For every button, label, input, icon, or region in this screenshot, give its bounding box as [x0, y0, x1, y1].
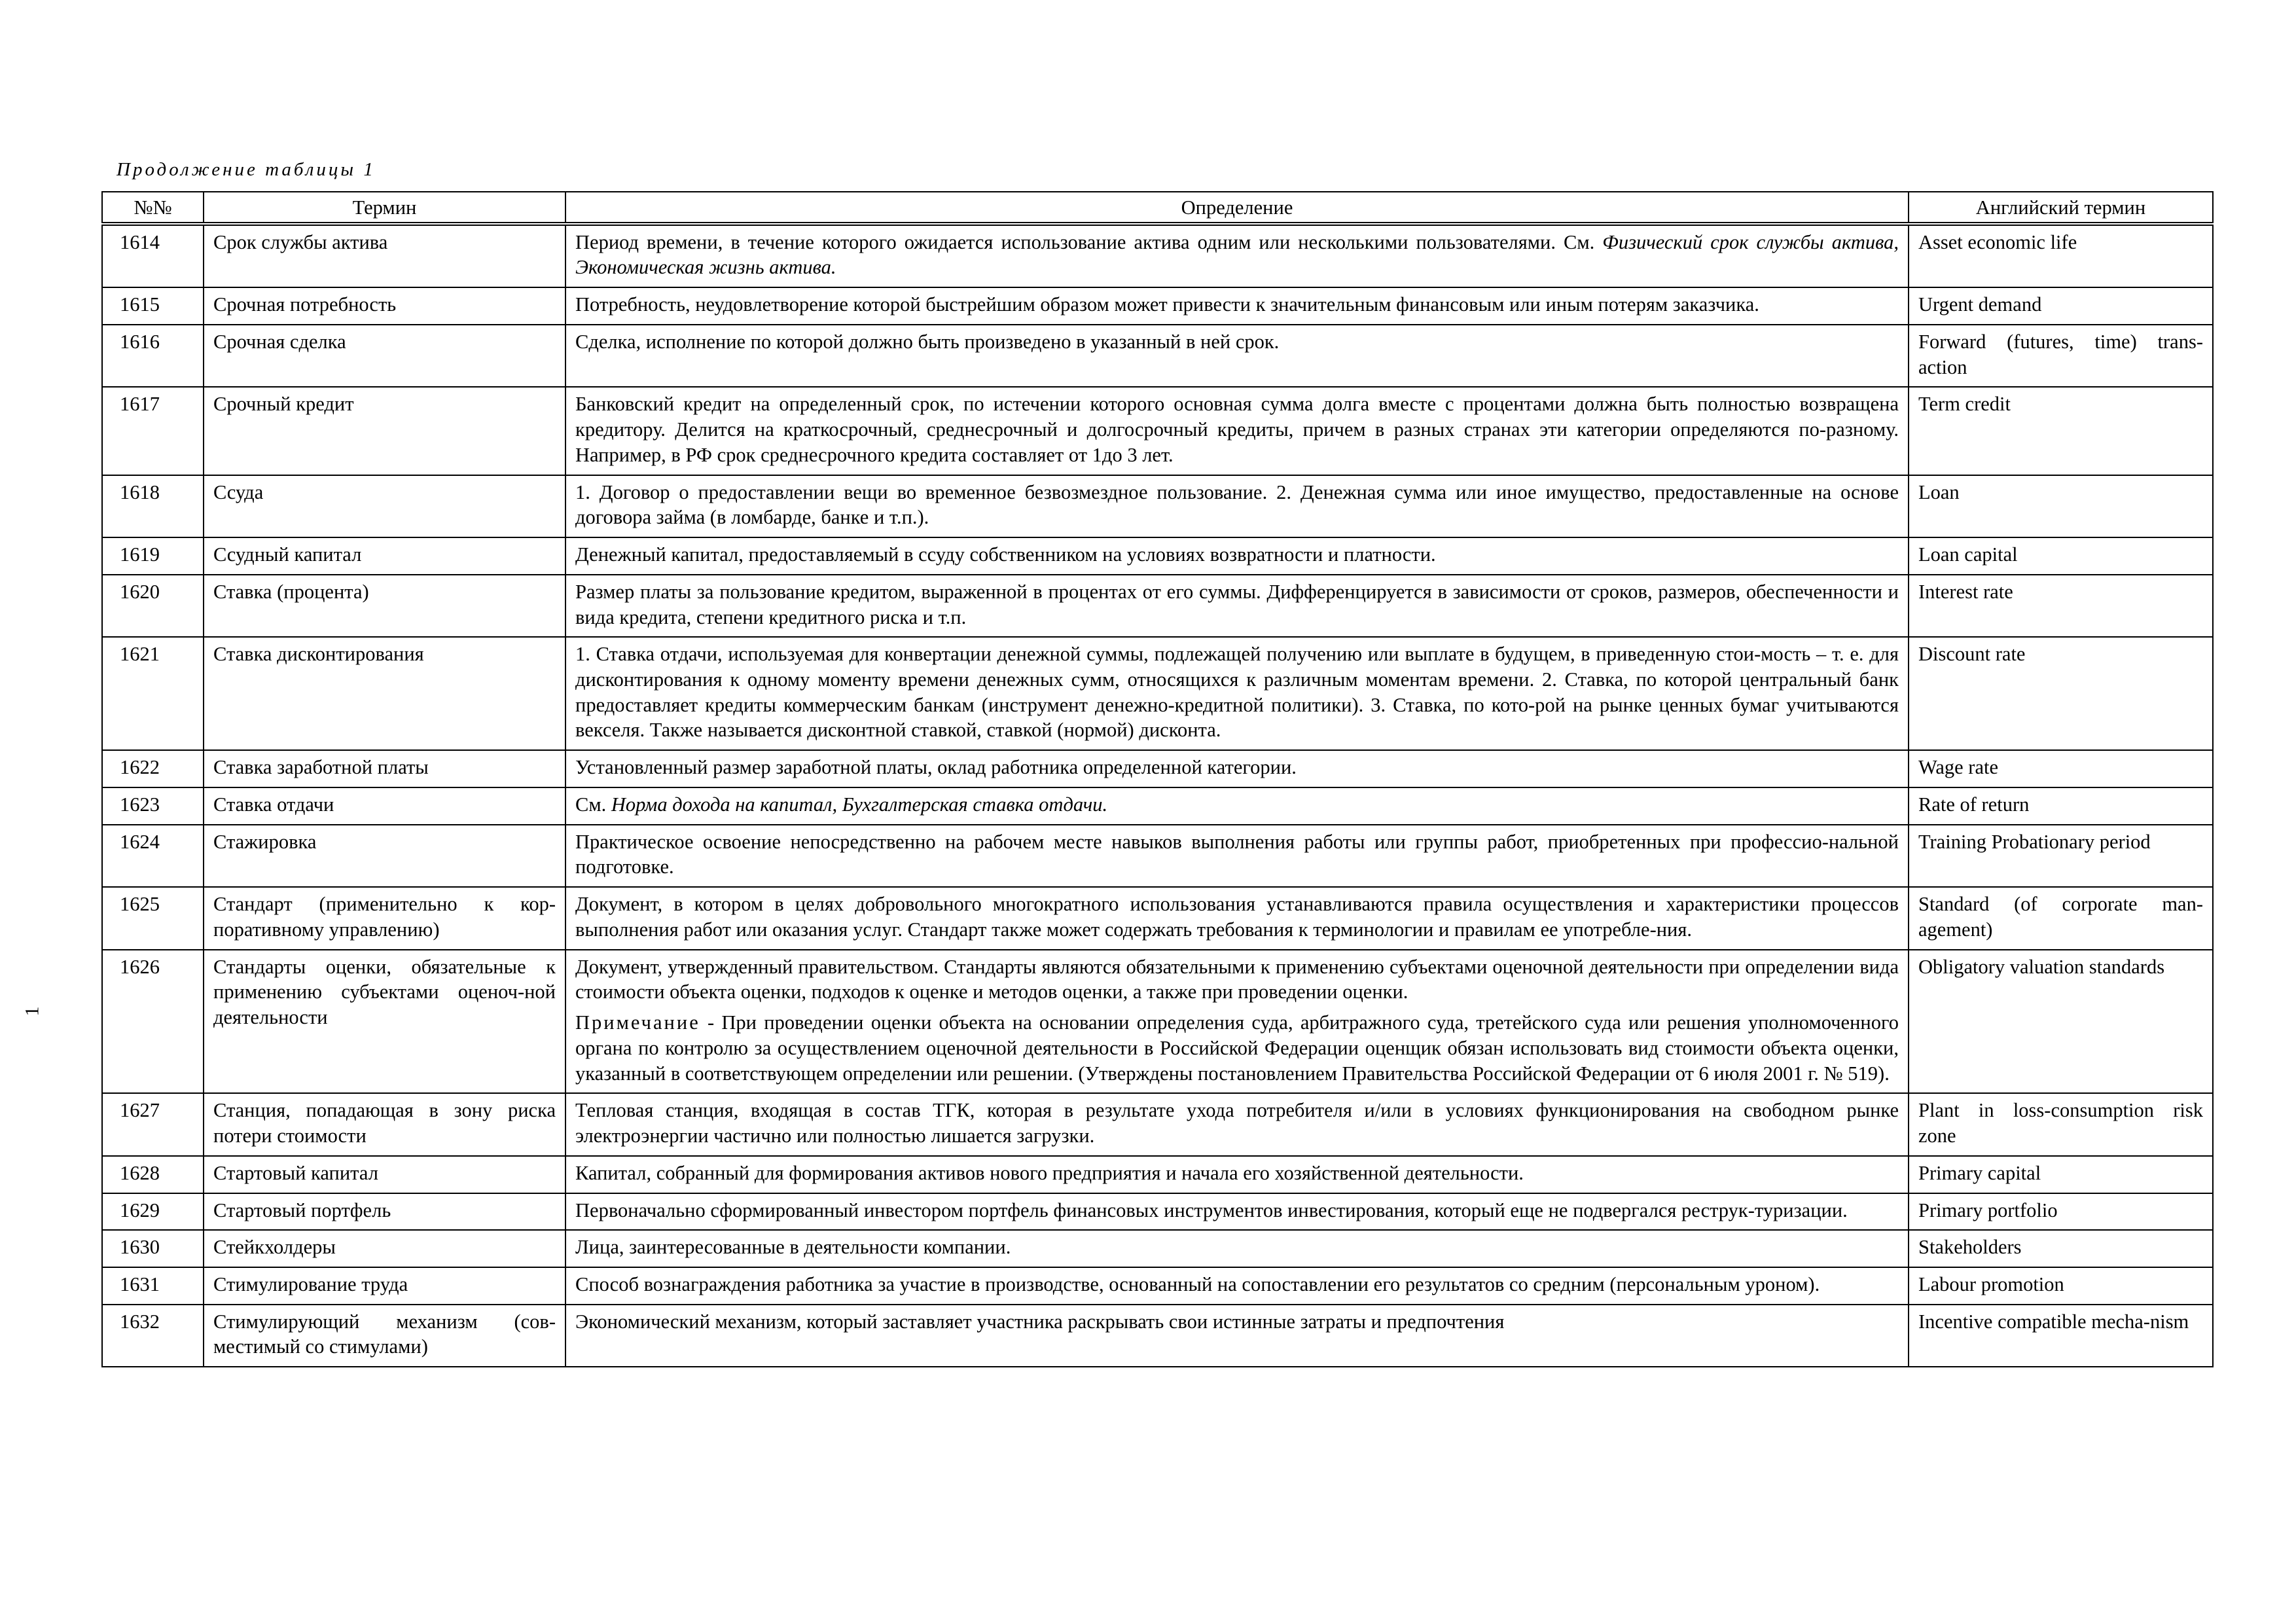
row-term: Ссуда — [204, 475, 565, 537]
definition-text: Банковский кредит на определенный срок, по истечении которого основная сумма долга вместе с процентами должна быть полностью возвращена кредитору. Делится на краткосрочный, среднесрочный и долгосрочный кредиты, причем в разных странах эти категории определяются по-разному. Например, в РФ срок среднесрочного кредита составляет от 1до 3 лет. — [575, 393, 1899, 466]
row-term: Срочный кредит — [204, 387, 565, 475]
definition-paragraph — [575, 1309, 1899, 1335]
row-english-term: Interest rate — [1909, 575, 2213, 637]
row-english-term: Loan capital — [1909, 537, 2213, 575]
table-row — [102, 1193, 2213, 1231]
row-definition — [565, 887, 1909, 949]
table-row — [102, 887, 2213, 949]
row-definition — [565, 475, 1909, 537]
table-row — [102, 950, 2213, 1094]
table-row — [102, 1093, 2213, 1155]
row-english-term: Stakeholders — [1909, 1230, 2213, 1267]
row-definition — [565, 1193, 1909, 1231]
definition-text: Установленный размер заработной платы, оклад работника определенной категории. — [575, 756, 1297, 779]
row-number: 1628 — [102, 1156, 204, 1193]
definition-text: Способ вознаграждения работника за участие в производстве, основанный на сопоставлении его результатов со средним (персональным уроном). — [575, 1272, 1820, 1295]
row-term: Ставка отдачи — [204, 787, 565, 825]
table-row — [102, 537, 2213, 575]
row-term: Стартовый капитал — [204, 1156, 565, 1193]
table-row — [102, 287, 2213, 325]
row-number: 1626 — [102, 950, 204, 1094]
table-body — [102, 224, 2213, 1367]
definition-note — [575, 1010, 1899, 1086]
row-term: Станция, попадающая в зону риска потери стоимости — [204, 1093, 565, 1155]
row-number: 1617 — [102, 387, 204, 475]
row-number: 1621 — [102, 637, 204, 750]
row-term: Стажировка — [204, 825, 565, 887]
row-number: 1618 — [102, 475, 204, 537]
table-row — [102, 825, 2213, 887]
table-row — [102, 387, 2213, 475]
row-definition — [565, 287, 1909, 325]
row-english-term: Training Probationary period — [1909, 825, 2213, 887]
row-term: Ставка заработной платы — [204, 750, 565, 787]
definition-reference: Физический срок службы актива, Экономическая жизнь актива. — [575, 230, 1899, 279]
row-english-term: Loan — [1909, 475, 2213, 537]
row-number: 1629 — [102, 1193, 204, 1231]
definition-text: Тепловая станция, входящая в состав ТГК, которая в результате ухода потребителя и/или в условиях функционирования на свободном рынке электроэнергии частично или полностью лишается загрузки. — [575, 1099, 1899, 1147]
definition-paragraph — [575, 542, 1899, 568]
table-row — [102, 475, 2213, 537]
row-term: Ставка дисконтирования — [204, 637, 565, 750]
row-term: Срок службы актива — [204, 224, 565, 287]
note-label: Примечание — [575, 1011, 700, 1034]
note-text: - При проведении оценки объекта на основании определения суда, арбитражного суда, третейского суда или решения уполномоченного органа по контролю за осуществлением оценочной деятельности в Российской Федерации оценщик обязан использовать вид стоимости объекта оценки, указанный в соответствующем определении или решении. (Утверждены постановлением Правительства Российской Федерации от 6 июля 2001 г. № 519). — [575, 1011, 1899, 1085]
header-definition: Определение — [565, 192, 1909, 224]
table-row — [102, 787, 2213, 825]
definition-paragraph — [575, 792, 1899, 818]
table-row — [102, 1267, 2213, 1305]
header-english: Английский термин — [1909, 192, 2213, 224]
table-row — [102, 325, 2213, 387]
row-english-term: Rate of return — [1909, 787, 2213, 825]
row-definition — [565, 1230, 1909, 1267]
definition-text: Лица, заинтересованные в деятельности компании. — [575, 1236, 1011, 1259]
row-english-term: Term credit — [1909, 387, 2213, 475]
table-header — [102, 192, 2213, 224]
row-english-term: Labour promotion — [1909, 1267, 2213, 1305]
row-definition — [565, 575, 1909, 637]
definition-paragraph — [575, 391, 1899, 467]
row-number: 1630 — [102, 1230, 204, 1267]
row-number: 1614 — [102, 224, 204, 287]
row-english-term: Obligatory valuation standards — [1909, 950, 2213, 1094]
definition-text: Экономический механизм, который заставляет участника раскрывать свои истинные затраты и предпочтения — [575, 1310, 1505, 1333]
definition-paragraph — [575, 892, 1899, 942]
row-definition — [565, 224, 1909, 287]
row-english-term: Forward (futures, time) trans-action — [1909, 325, 2213, 387]
row-english-term: Plant in loss-consumption risk zone — [1909, 1093, 2213, 1155]
definition-text: Сделка, исполнение по которой должно быть произведено в указанный в ней срок. — [575, 330, 1280, 353]
table-row — [102, 1156, 2213, 1193]
definition-text: Капитал, собранный для формирования активов нового предприятия и начала его хозяйственной деятельности. — [575, 1161, 1524, 1184]
definition-paragraph — [575, 1098, 1899, 1148]
row-term: Стимулирующий механизм (сов-местимый со стимулами) — [204, 1305, 565, 1367]
definition-text: Размер платы за пользование кредитом, выраженной в процентах от его суммы. Дифференцируется в зависимости от сроков, размеров, обеспеченности и вида кредита, степени кредитного риска и т.п. — [575, 580, 1899, 628]
table-row — [102, 1305, 2213, 1367]
table-row — [102, 575, 2213, 637]
header-row — [102, 192, 2213, 224]
row-english-term: Urgent demand — [1909, 287, 2213, 325]
definition-text: Период времени, в течение которого ожидается использование актива одним или несколькими пользователями. См. — [575, 230, 1603, 253]
row-english-term: Primary capital — [1909, 1156, 2213, 1193]
definition-paragraph — [575, 329, 1899, 355]
definition-text: Документ, в котором в целях добровольного многократного использования устанавливаются правила осуществления и характеристики процессов выполнения работ или оказания услуг. Стандарт также может содержать требования к терминологии и правилам ее употребле-ния. — [575, 893, 1899, 941]
definition-paragraph — [575, 480, 1899, 530]
row-definition — [565, 637, 1909, 750]
row-english-term: Discount rate — [1909, 637, 2213, 750]
definition-paragraph — [575, 1272, 1899, 1297]
row-number: 1615 — [102, 287, 204, 325]
row-number: 1623 — [102, 787, 204, 825]
row-term: Стейкхолдеры — [204, 1230, 565, 1267]
row-definition — [565, 787, 1909, 825]
row-term: Срочная сделка — [204, 325, 565, 387]
row-term: Стандарт (применительно к кор-поративному управлению) — [204, 887, 565, 949]
definition-text: Документ, утвержденный правительством. Стандарты являются обязательными к применению субъектами оценочной деятельности при определении вида стоимости объекта оценки, подходов к оценке и методов оценки, а также при проведении оценки. — [575, 955, 1899, 1003]
header-term: Термин — [204, 192, 565, 224]
definition-text: 1. Ставка отдачи, используемая для конвертации денежной суммы, подлежащей получению или выплате в будущем, в приведенную стои-мость – т. е. для дисконтирования к одному моменту времени денежных сумм, относящихся к различным моментам времени. 2. Ставка, по которой центральный банк предоставляет кредиты коммерческим банкам (инструмент денежно-кредитной политики). 3. Ставка, по кото-рой на рынке ценных бумаг учитываются векселя. Также называется дисконтной ставкой, ставкой (нормой) дисконта. — [575, 643, 1899, 742]
table-row — [102, 750, 2213, 787]
row-definition — [565, 1093, 1909, 1155]
table-row — [102, 224, 2213, 287]
table-row — [102, 637, 2213, 750]
row-english-term: Asset economic life — [1909, 224, 2213, 287]
definition-paragraph — [575, 230, 1899, 280]
definition-text: Первоначально сформированный инвестором портфель финансовых инструментов инвестирования, который еще не подвергался реструк-туризации. — [575, 1199, 1848, 1221]
row-english-term: Primary portfolio — [1909, 1193, 2213, 1231]
definition-text: Практическое освоение непосредственно на рабочем месте навыков выполнения работы или группы работ, приобретенных при профессио-нальной подготовке. — [575, 830, 1899, 878]
row-term: Ставка (процента) — [204, 575, 565, 637]
row-number: 1622 — [102, 750, 204, 787]
definition-paragraph — [575, 755, 1899, 780]
row-definition — [565, 1156, 1909, 1193]
row-definition — [565, 387, 1909, 475]
row-number: 1627 — [102, 1093, 204, 1155]
page-number: 1 — [21, 1006, 43, 1017]
row-term: Стимулирование труда — [204, 1267, 565, 1305]
row-definition — [565, 1305, 1909, 1367]
row-term: Срочная потребность — [204, 287, 565, 325]
row-number: 1632 — [102, 1305, 204, 1367]
definition-paragraph — [575, 829, 1899, 880]
definition-text: Денежный капитал, предоставляемый в ссуду собственником на условиях возвратности и платности. — [575, 543, 1436, 566]
terms-table — [101, 191, 2214, 1367]
row-term: Стандарты оценки, обязательные к применению субъектами оценоч-ной деятельности — [204, 950, 565, 1094]
row-number: 1631 — [102, 1267, 204, 1305]
definition-paragraph — [575, 641, 1899, 743]
row-english-term: Standard (of corporate man-agement) — [1909, 887, 2213, 949]
row-definition — [565, 537, 1909, 575]
row-english-term: Wage rate — [1909, 750, 2213, 787]
row-number: 1616 — [102, 325, 204, 387]
definition-paragraph — [575, 1235, 1899, 1260]
table-row — [102, 1230, 2213, 1267]
row-number: 1620 — [102, 575, 204, 637]
row-number: 1619 — [102, 537, 204, 575]
definition-reference: Норма дохода на капитал, Бухгалтерская ставка отдачи. — [611, 793, 1108, 816]
row-definition — [565, 950, 1909, 1094]
definition-text: См. — [575, 793, 611, 816]
header-num: №№ — [102, 192, 204, 224]
definition-paragraph — [575, 579, 1899, 630]
definition-paragraph — [575, 954, 1899, 1005]
definition-text: 1. Договор о предоставлении вещи во временное безвозмездное пользование. 2. Денежная сумма или иное имущество, предоставленные на основе договора займа (в ломбарде, банке и т.п.). — [575, 480, 1899, 529]
table-caption: Продолжение таблицы 1 — [117, 159, 376, 180]
definition-paragraph — [575, 1161, 1899, 1186]
definition-paragraph — [575, 1198, 1899, 1223]
row-number: 1624 — [102, 825, 204, 887]
row-definition — [565, 1267, 1909, 1305]
row-number: 1625 — [102, 887, 204, 949]
definition-text: Потребность, неудовлетворение которой быстрейшим образом может привести к значительным финансовым или иным потерям заказчика. — [575, 293, 1759, 316]
definition-paragraph — [575, 292, 1899, 317]
row-definition — [565, 825, 1909, 887]
row-definition — [565, 750, 1909, 787]
row-definition — [565, 325, 1909, 387]
row-english-term: Incentive compatible mecha-nism — [1909, 1305, 2213, 1367]
row-term: Стартовый портфель — [204, 1193, 565, 1231]
row-term: Ссудный капитал — [204, 537, 565, 575]
